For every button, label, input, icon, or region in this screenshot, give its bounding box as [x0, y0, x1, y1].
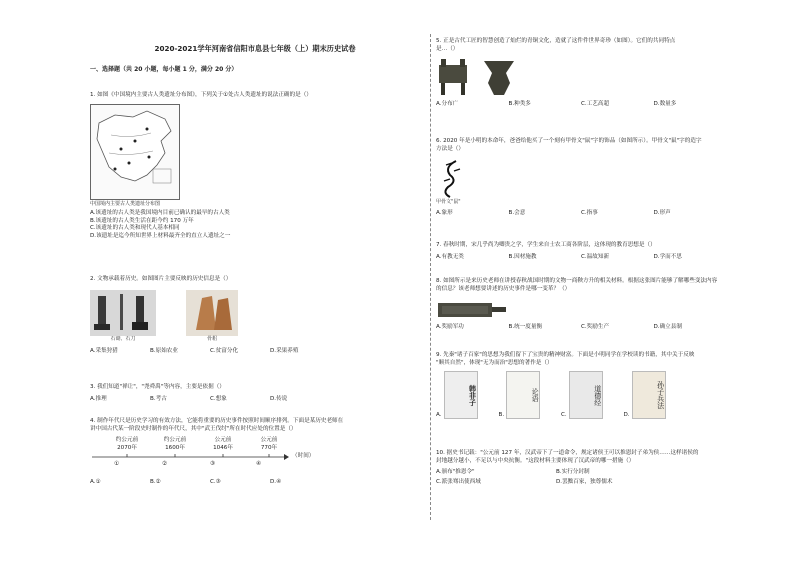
- option-b[interactable]: B.: [498, 411, 505, 418]
- question-3: [90, 384, 425, 403]
- question-stem-line: 5. 正是古代工匠的智慧创造了灿烂的青铜文化，造就了这件件世界奇珍（如图）。它们的共同特点: [436, 38, 676, 44]
- option-a[interactable]: A.奖励军功: [436, 324, 464, 331]
- option-b[interactable]: B.②: [150, 479, 161, 486]
- shang-yang-measure-image: [436, 297, 508, 321]
- question-4: [90, 418, 425, 487]
- stone-tools-image: [90, 290, 156, 336]
- map-figure: [90, 104, 180, 200]
- image-caption: 石锄、石刀: [110, 335, 136, 342]
- timeline-segment: ④: [256, 461, 262, 468]
- option-d[interactable]: D.数量多: [653, 101, 677, 108]
- option-d[interactable]: D.形声: [653, 209, 671, 216]
- timeline-event-year: 2070年: [117, 444, 137, 451]
- question-7: [436, 242, 774, 261]
- option-c[interactable]: C.该遗址的古人类和现代人基本相同: [90, 225, 180, 232]
- exam-title: 2020-2021学年河南省信阳市息县七年级（上）期末历史试卷: [154, 44, 356, 53]
- question-stem: 7. 春秋时期，宋几乎尚为卿贵之学，学生来自士农工商各阶层，这体现的教育思想是（）: [436, 242, 656, 248]
- option-a[interactable]: A.采集狩猎: [90, 348, 118, 355]
- option-a[interactable]: A.有教无类: [436, 253, 464, 260]
- option-d[interactable]: D.传说: [270, 395, 288, 402]
- option-c[interactable]: C.想象: [210, 395, 227, 402]
- timeline-segment: ②: [162, 461, 168, 468]
- option-b[interactable]: B.实行分封制: [556, 469, 590, 476]
- option-c[interactable]: C.: [561, 411, 567, 418]
- question-stem-line: 是…（）: [436, 45, 459, 52]
- option-a[interactable]: A.: [436, 411, 442, 418]
- question-6: [436, 138, 774, 217]
- option-d[interactable]: D.④: [270, 479, 282, 486]
- question-stem: 1. 如图《中国境内主要古人类遗址分布图》，下列关于①处古人类遗址的说法正确的是（）: [90, 92, 312, 98]
- option-b[interactable]: B.会意: [508, 209, 526, 216]
- option-c[interactable]: C.派张骞出使西域: [436, 478, 481, 485]
- option-d[interactable]: D.该遗址是迄今所知世界上材料最齐全的直立人遗址之一: [90, 232, 231, 239]
- question-stem: 2. 文物承载着历史。如图图片主要反映的历史信息是（）: [90, 276, 232, 282]
- option-b[interactable]: B.因材施教: [508, 253, 537, 260]
- book-cover: 道德经: [569, 371, 603, 419]
- question-stem: 3. 我们知道"禅让"，"尧舜禹"等内容，主要是依据（）: [90, 384, 225, 390]
- option-c[interactable]: C.贫富分化: [210, 348, 239, 355]
- book-cover: 孙子兵法: [632, 371, 666, 419]
- timeline-axis: [90, 453, 290, 461]
- bronze-ding-image: [436, 57, 470, 97]
- book-cover: 论语: [506, 371, 540, 419]
- option-b[interactable]: B.该遗址的古人类生活在距今约 170 万年: [90, 217, 194, 224]
- option-a[interactable]: A.象形: [436, 209, 453, 216]
- timeline-event-label: 约公元前: [163, 437, 187, 444]
- question-stem-line: 方法是（）: [436, 145, 464, 152]
- option-d[interactable]: D.: [623, 411, 630, 418]
- question-stem-line: 6. 2020 年是小明的本命年，爸爸给他买了一个刻有甲骨文"鼠"字的饰品（如图所示）。甲骨文"鼠"字的造字: [436, 138, 702, 144]
- timeline: [90, 437, 320, 477]
- question-stem-line: 4. 制作年代尺是历史学习的有效方法，它能将重要的历史事件按照时间顺序排列。下面是某历史老师在: [90, 418, 344, 424]
- question-stem-line: 讲中国古代某一阶段史时制作的年代尺，其中"武王伐纣"所在时代应处的位置是（）: [90, 425, 297, 432]
- question-stem-line: 8. 如图所示是来历史老师在讲授春秋战国时期的文物一商鞅方升的相关材料。根据这张图片能够了解哪些变法内容: [436, 278, 718, 284]
- section-heading: 一、选择题（共 20 小题，每小题 1 分，满分 20 分）: [90, 66, 238, 73]
- timeline-event-year: 1046年: [213, 444, 233, 451]
- question-5: [436, 38, 774, 109]
- column-divider: [430, 34, 431, 520]
- question-stem-line: "顺其自然"，体现"无为而治"思想的著作是（）: [436, 359, 553, 366]
- question-1: [90, 92, 425, 240]
- bronze-zun-image: [480, 57, 518, 97]
- timeline-segment: ①: [114, 461, 120, 468]
- option-c[interactable]: C.温故知新: [581, 253, 610, 260]
- question-stem-line: 9. 先秦"诸子百家"的思想为我们留下了宝贵的精神财富。下面是小明同学在学校读的书籍，其中关于反映: [436, 352, 695, 358]
- option-d[interactable]: D.罢黜百家，独尊儒术: [556, 478, 613, 485]
- option-c[interactable]: C.奖励生产: [581, 324, 610, 331]
- option-a[interactable]: A.推理: [90, 395, 107, 402]
- timeline-segment: ③: [210, 461, 216, 468]
- bone-spade-image: [186, 290, 238, 336]
- question-10: [436, 450, 774, 486]
- oracle-bone-glyph: [436, 157, 466, 199]
- image-caption: 骨耜: [206, 335, 217, 342]
- question-9: [436, 352, 774, 419]
- option-c[interactable]: C.工艺高超: [581, 101, 610, 108]
- timeline-event-year: 1600年: [165, 444, 185, 451]
- timeline-axis-label: （时间）: [292, 453, 315, 460]
- question-2: [90, 276, 425, 356]
- option-b[interactable]: B.原始农业: [150, 348, 178, 355]
- option-a[interactable]: A.①: [90, 479, 101, 486]
- option-a[interactable]: A.该遗址的古人类是我国境内目前已确认的最早的古人类: [90, 210, 230, 217]
- bronze-images: [436, 57, 774, 97]
- question-stem-line: 的信息？该老师想要讲述的历史事件是哪一变革？（）: [436, 285, 571, 292]
- option-d[interactable]: D.采果养殖: [270, 348, 299, 355]
- option-b[interactable]: B.考古: [150, 395, 167, 402]
- option-a[interactable]: A.分布广: [436, 101, 459, 108]
- book-cover: 韩非子: [444, 371, 478, 419]
- option-d[interactable]: D.确立县制: [653, 324, 682, 331]
- timeline-event-label: 公元前: [260, 437, 278, 444]
- timeline-event-label: 约公元前: [115, 437, 139, 444]
- question-8: [436, 278, 774, 332]
- option-b[interactable]: B.种类多: [508, 101, 531, 108]
- question-stem-line: 10. 据史书记载："公元前 127 年，汉武帝下了一道命令，规定诸侯王可以推恩封子弟为侯……这样诸侯的: [436, 450, 699, 456]
- timeline-event-year: 770年: [260, 444, 278, 451]
- option-c[interactable]: C.③: [210, 479, 221, 486]
- option-c[interactable]: C.指事: [581, 209, 598, 216]
- map-caption: 中国境内主要古人类遗址分布图: [90, 200, 161, 207]
- option-d[interactable]: D.学而不思: [653, 253, 682, 260]
- timeline-event-label: 公元前: [214, 437, 232, 444]
- glyph-caption: 甲骨文"鼠": [436, 199, 461, 206]
- option-a[interactable]: A.颁布"推恩令": [436, 469, 475, 476]
- option-b[interactable]: B.统一度量衡: [508, 324, 543, 331]
- china-map-outline: [91, 105, 179, 199]
- question-stem-line: 封地越分越小，不足以与中央抗衡。"这段材料主要体现了汉武帝的哪一措施（）: [436, 457, 635, 464]
